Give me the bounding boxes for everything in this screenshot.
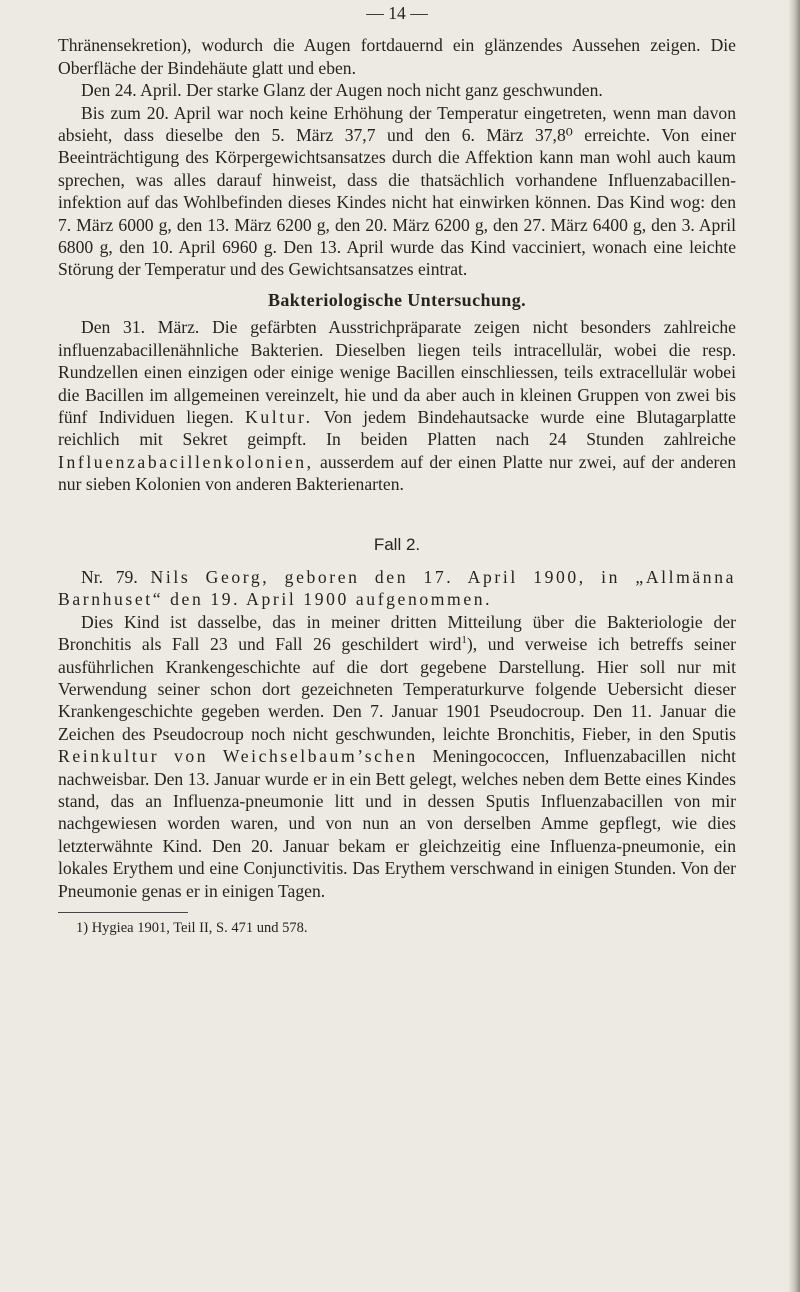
footnote: 1) Hygiea 1901, Teil II, S. 471 und 578.: [76, 920, 308, 937]
footnote-divider: [58, 912, 188, 913]
weichselbaum-term: Weichselbaum’schen: [222, 746, 418, 767]
page-content: [58, 2, 736, 937]
von-term: von: [173, 746, 209, 767]
paragraph-bacteriology: [58, 316, 736, 495]
paragraph-continuation: Thränensekretion), wodurch die Augen fortdauernd ein glänzendes Aussehen zeigen. Die Oberfläche der Bindehäute glatt und eben.: [58, 35, 736, 78]
page-number: — 14 —: [366, 3, 428, 23]
case-number: Nr. 79.: [81, 566, 138, 587]
footnote-ref: 1: [461, 634, 467, 647]
influenza-colonies-term: Influenzabacillenkolonien,: [58, 451, 314, 472]
bacteriology-text-b: Von jedem Bindehautsacke wurde eine Blutagarplatte reichlich mit Sekret geimpft. In beiden Platten nach 24 Stunden zahlreiche: [58, 406, 736, 450]
history-text-a: Dies Kind ist dasselbe, das in meiner dritten Mitteilung über die Bakteriologie der Bronchitis als Fall 23 und Fall 26 geschildert wird: [58, 611, 736, 655]
page-edge-shadow: [788, 0, 800, 1292]
case-intro: [58, 566, 736, 611]
paragraph-temperature: Bis zum 20. April war noch keine Erhöhung der Temperatur eingetreten, wenn man davon absieht, dass dieselbe den 5. März 37,7 und den 6. März 37,8⁰ erreichte. Von einer Beeinträchtigung des Körpergewichtsansatzes durch die Affektion kann man wohl auch kaum sprechen, was alles darauf hinweist, dass die thatsächlich vorhandene Influenzabacillen-infektion auf das Wohlbefinden dieses Kindes nicht hat einwirken können. Das Kind wog: den 7. März 6000 g, den 13. März 6200 g, den 20. März 6200 g, den 27. März 6400 g, den 3. April 6800 g, den 10. April 6960 g. Den 13. April wurde das Kind vacciniert, wonach eine leichte Störung der Temperatur und des Gewichtsansatzes eintrat.: [58, 102, 736, 280]
bacteriology-text-c: ausserdem auf der einen Platte nur zwei, auf der anderen nur sieben Kolonien von anderen Bakterienarten.: [58, 451, 736, 495]
case-heading: Fall 2.: [373, 534, 421, 554]
history-text-b: ), und verweise ich betreffs seiner ausführlichen Krankengeschichte auf die dort gegebene Darstellung. Hier soll nur mit Verwendung seiner schon dort gezeichneten Temperaturkurve folgende Uebersicht dieser Krankengeschichte gegeben werden. Den 7. Januar 1901 Pseudocroup. Den 11. Januar die Zeichen des Pseudocroup noch nicht geschwunden, leichte Bronchitis, Fieber, in den Sputis: [58, 634, 736, 744]
history-text-c: Meningococcen, Influenzabacillen nicht nachweisbar. Den 13. Januar wurde er in ein Bett gelegt, welches neben dem Bette eines Kindes stand, das an Influenza-pneumonie litt und in dessen Sputis Influenzabacillen von mir nachgewiesen worden waren, und von nun an von derselben Amme gepflegt, wie dies letzterwähnte Kind. Den 20. Januar bekam er gleichzeitig eine Influenza-pneumonie, ein lokales Erythem und eine Conjunctivitis. Das Erythem verschwand in einigen Stunden. Von der Pneumonie genas er in einigen Tagen.: [58, 746, 736, 901]
paragraph-case-history: [58, 611, 736, 902]
reinkultur-term: Reinkultur: [58, 746, 160, 767]
section-heading: Bakteriologische Untersuchung.: [267, 289, 526, 310]
kultur-label: Kultur.: [245, 406, 313, 427]
case-patient: Nils Georg, geboren den 17. April 1900, in „Allmänna Barnhuset“ den 19. April 1900 aufgenommen.: [58, 566, 736, 610]
bacteriology-text-a: Den 31. März. Die gefärbten Ausstrichpräparate zeigen nicht besonders zahlreiche influenzabacillenähnliche Bakterien. Dieselben liegen teils intracellulär, wobei die resp. Rundzellen einen einzigen oder einige wenige Bacillen einschliessen, teils extracellulär wobei die Bacillen im allgemeinen vereinzelt, hie und da aber auch in kleinen Gruppen von zwei bis fünf Individuen liegen.: [58, 317, 736, 427]
paragraph-april-24: Den 24. April. Der starke Glanz der Augen noch nicht ganz geschwunden.: [81, 80, 603, 101]
